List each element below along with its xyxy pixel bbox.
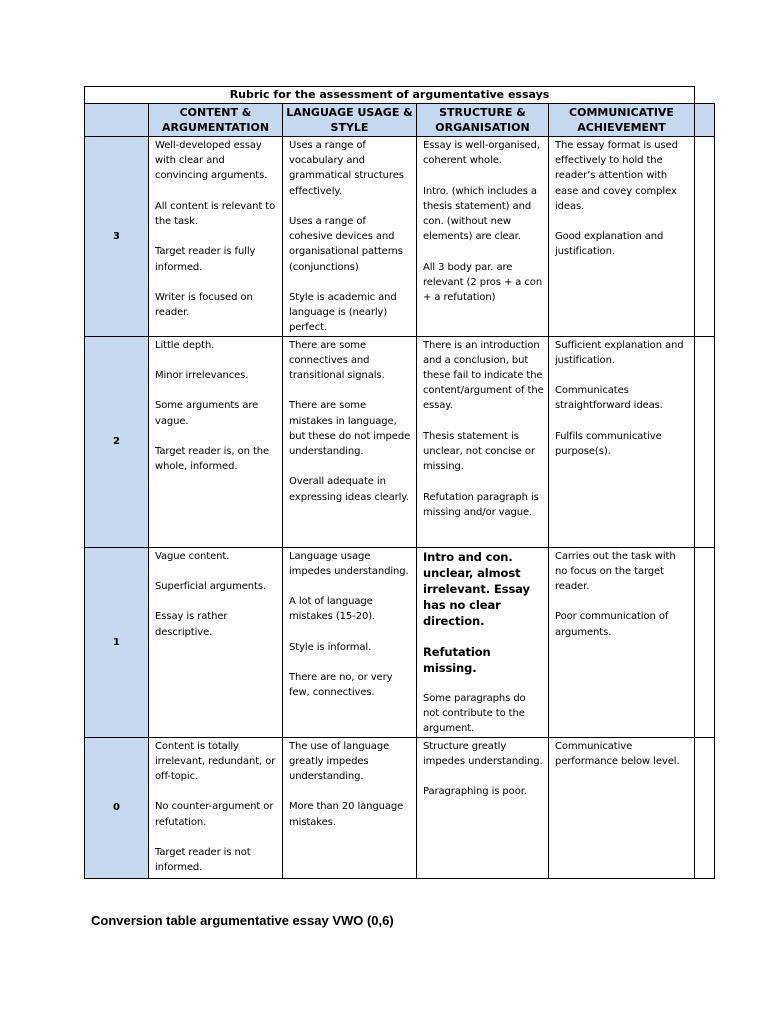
score-cell: 0 (85, 737, 149, 878)
cell-text: More than 20 language mistakes. (289, 801, 404, 828)
rubric-table (84, 86, 715, 879)
cell-text: Intro. (which includes a thesis statement) and con. (without new elements) are clear. (423, 185, 537, 243)
header-content: CONTENT & ARGUMENTATION (149, 104, 283, 137)
content-cell (149, 336, 283, 547)
table-row (85, 547, 715, 737)
conversion-table-caption: Conversion table argumentative essay VWO (0,6) (91, 913, 394, 928)
cell-text: Communicates straightforward ideas. (555, 385, 663, 412)
language-cell (283, 547, 417, 737)
cell-text: There are some connectives and transitional signals. (289, 339, 385, 382)
cell-text: Target reader is, on the whole, informed. (155, 445, 270, 473)
cell-text: Fulfils communicative purpose(s). (555, 430, 662, 457)
cell-text: Well-developed essay with clear and convincing arguments. (155, 140, 268, 182)
cell-text: Minor irrelevances. (155, 370, 249, 381)
cell-text: Poor communication of arguments. (555, 611, 669, 638)
cell-text: There are some mistakes in language, but these do not impede understanding. (289, 400, 411, 458)
table-row (85, 737, 715, 878)
content-cell (149, 737, 283, 878)
cell-text: Structure greatly impedes understanding. (423, 740, 543, 767)
cell-text: Overall adequate in expressing ideas clearly. (289, 476, 409, 503)
communicative-cell (549, 737, 695, 878)
cell-text: Sufficient explanation and justification. (555, 339, 684, 366)
cell-text: Refutation paragraph is missing and/or vague. (423, 491, 539, 518)
cell-text: Essay is well-organised, coherent whole. (423, 140, 540, 167)
cell-text: Writer is focused on reader. (155, 291, 253, 319)
language-cell (283, 137, 417, 337)
header-communicative: COMMUNICATIVE ACHIEVEMENT (549, 104, 695, 137)
language-cell (283, 737, 417, 878)
cell-text: Carries out the task with no focus on the target reader. (555, 550, 676, 593)
extra-cell (695, 137, 715, 337)
cell-text: Uses a range of vocabulary and grammatical structures effectively. (289, 140, 404, 197)
title-row (85, 87, 715, 104)
communicative-cell (549, 137, 695, 337)
structure-cell (417, 547, 549, 737)
score-header (85, 104, 149, 137)
cell-text: Target reader is not informed. (155, 846, 251, 874)
communicative-cell (549, 336, 695, 547)
extra-cell (695, 737, 715, 878)
extra-cell (695, 547, 715, 737)
cell-text: Some arguments are vague. (155, 400, 259, 427)
content-cell (149, 547, 283, 737)
cell-text: Style is academic and language is (nearly) perfect. (289, 292, 397, 334)
cell-text: Vague content. (155, 550, 230, 562)
cell-text: Paragraphing is poor. (423, 786, 527, 798)
header-structure: STRUCTURE & ORGANISATION (417, 104, 549, 137)
cell-text: A lot of language mistakes (15-20). (289, 596, 376, 623)
language-cell (283, 336, 417, 547)
cell-text: Language usage impedes understanding. (289, 550, 409, 577)
table-row (85, 137, 715, 337)
header-language: LANGUAGE USAGE & STYLE (283, 104, 417, 137)
cell-text: Thesis statement is unclear, not concise or missing. (423, 430, 535, 473)
structure-cell (417, 336, 549, 547)
title-row-spacer (695, 87, 715, 104)
cell-text: The use of language greatly impedes understanding. (289, 740, 390, 782)
cell-text: Essay is rather descriptive. (155, 611, 228, 638)
cell-text: Little depth. (155, 339, 215, 351)
header-extra (695, 104, 715, 137)
cell-text: All content is relevant to the task. (155, 200, 276, 227)
cell-text: No counter-argument or refutation. (155, 801, 274, 828)
cell-text: Communicative performance below level. (555, 740, 680, 767)
cell-text: Some paragraphs do not contribute to the argument. (423, 692, 526, 735)
cell-text: Refutation missing. (423, 644, 491, 675)
cell-text: Intro and con. unclear, almost irrelevant. Essay has no clear direction. (423, 549, 530, 628)
cell-text: Style is informal. (289, 641, 372, 653)
cell-text: There are no, or very few, connectives. (289, 672, 393, 699)
cell-text: Uses a range of cohesive devices and organisational patterns (conjunctions) (289, 216, 403, 273)
communicative-cell (549, 547, 695, 737)
score-cell: 2 (85, 336, 149, 547)
score-cell: 1 (85, 547, 149, 737)
cell-text: Target reader is fully informed. (155, 246, 256, 273)
extra-cell (695, 336, 715, 547)
cell-text: All 3 body par. are relevant (2 pros + a con + a refutation) (423, 261, 543, 303)
cell-text: Superficial arguments. (155, 581, 267, 592)
table-row (85, 336, 715, 547)
score-cell: 3 (85, 137, 149, 337)
structure-cell (417, 137, 549, 337)
cell-text: There is an introduction and a conclusion, but these fail to indicate the content/argument of the essay. (423, 339, 544, 412)
structure-cell (417, 737, 549, 878)
table-title: Rubric for the assessment of argumentative essays (85, 87, 695, 104)
cell-text: Content is totally irrelevant, redundant, or off-topic. (155, 740, 276, 782)
header-row (85, 104, 715, 137)
cell-text: The essay format is used effectively to hold the reader’s attention with ease and covey complex ideas. (555, 140, 678, 212)
content-cell (149, 137, 283, 337)
cell-text: Good explanation and justification. (555, 231, 664, 258)
